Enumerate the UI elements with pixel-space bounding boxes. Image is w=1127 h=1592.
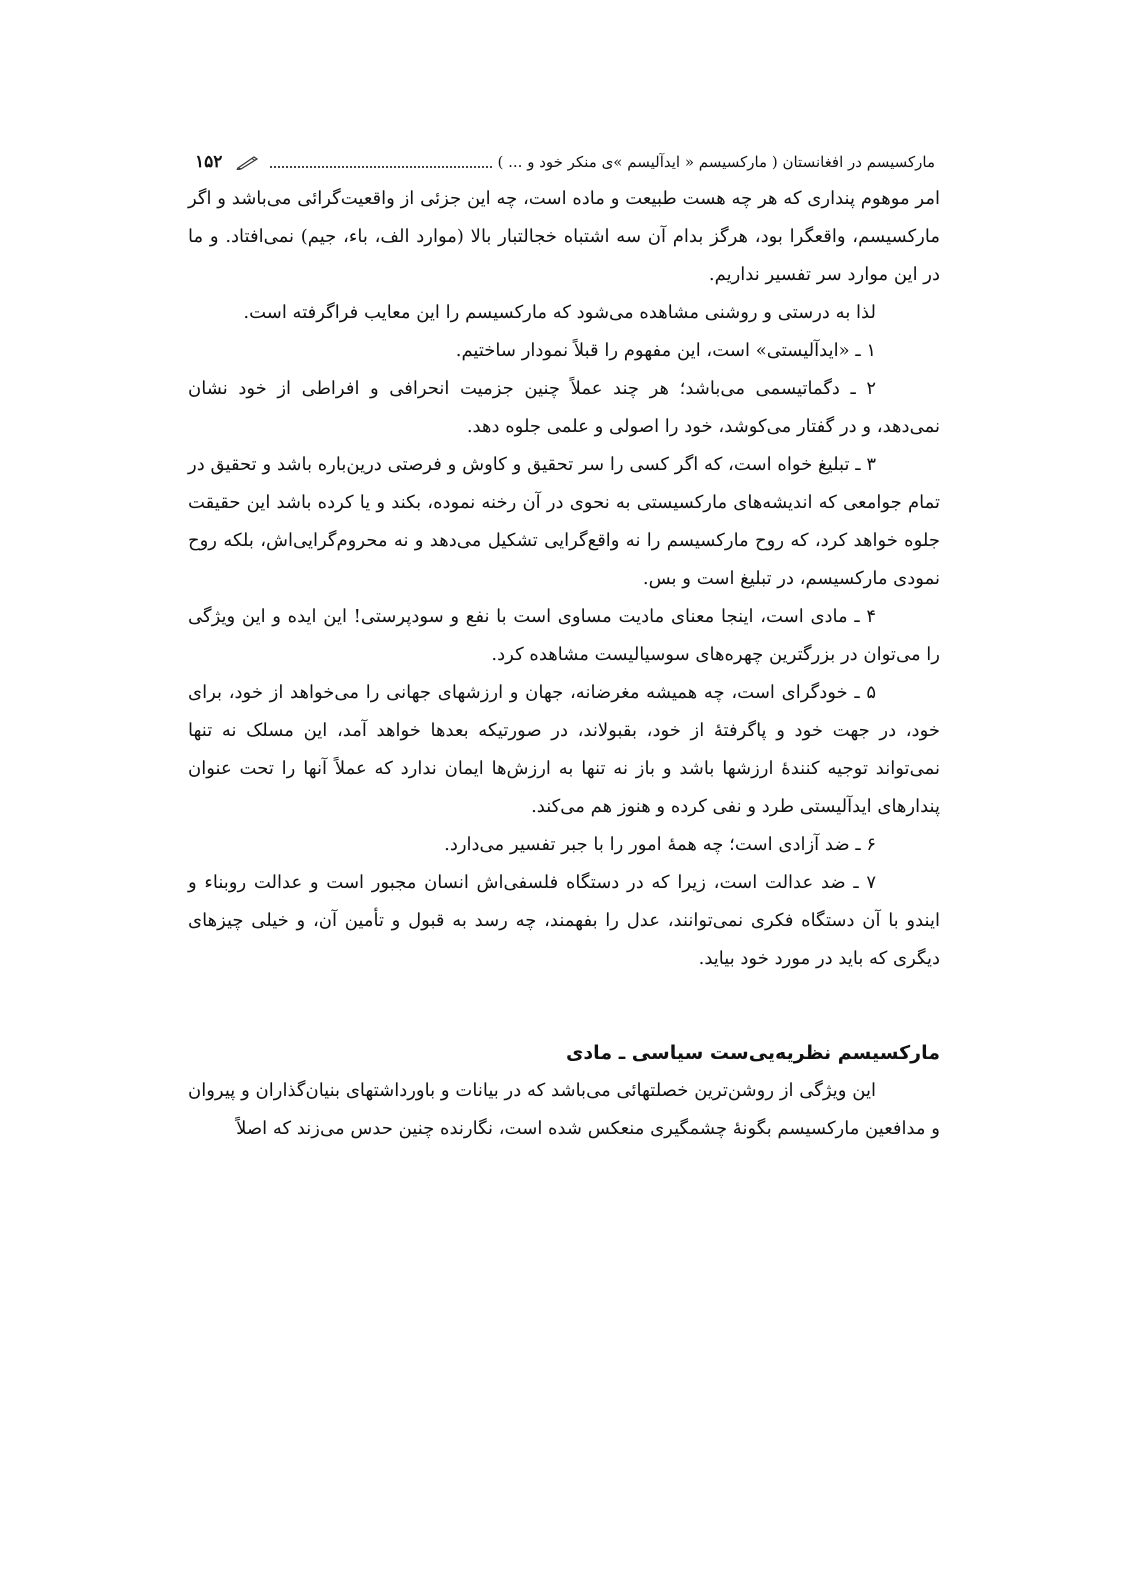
page-number: ۱۵۲ [195,152,223,172]
pen-icon [236,154,260,170]
paragraph: امر موهوم پنداری که هر چه هست طبیعت و ماده است، چه این جزئی از واقعیت‌گرائی می‌باشد و اگر مارکسیسم، واقعگرا بود، هرگز بدام آن سه اشتباه خجالتبار بالا (موارد الف، باء، جیم) نمی‌افتاد. و ما در این موارد سر تفسیر نداریم. [188,188,940,285]
list-item: ۱ ـ «ایدآلیستی» است، این مفهوم را قبلاً نمودار ساختیم. [455,340,876,361]
running-header [195,150,935,174]
list-item: ۳ ـ تبلیغ خواه است، که اگر کسی را سر تحقیق و کاوش و فرصتی درین‌باره باشد و تحقیق در تمام جوامعی که اندیشه‌های مارکسیستی به نحوی در آن رخنه نموده، بکند و یا کرده باشد این حقیقت جلوه خواهد کرد، که روح مارکسیسم را نه واقع‌گرایی تشکیل می‌دهد و نه محروم‌گرایی‌اش، بلکه روح نمودی مارکسیسم، در تبلیغ است و بس. [188,454,940,589]
list-item: ۷ ـ ضد عدالت است، زیرا که در دستگاه فلسفی‌اش انسان مجبور است و عدالت روبناء و ایندو با آن دستگاه فکری نمی‌توانند، عدل را بفهمند، چه رسد به قبول و تأمین آن، و خیلی چیزهای دیگری که باید در مورد خود بیاید. [188,872,940,969]
list-item: ۲ ـ دگماتیسمی می‌باشد؛ هر چند عملاً چنین جزمیت انحرافی و افراطی از خود نشان نمی‌دهد، و در گفتار می‌کوشد، خود را اصولی و علمی جلوه دهد. [188,378,940,437]
section-heading: مارکسیسم نظریه‌یی‌ست سیاسی ـ مادی [566,1042,940,1064]
list-item: ۴ ـ مادی است، اینجا معنای مادیت مساوی است با نفع و سودپرستی! این ایده و این ویژگی را می‌توان در بزرگترین چهره‌های سوسیالیست مشاهده کرد. [188,606,940,665]
paragraph: این ویژگی از روشن‌ترین خصلتهائی می‌باشد که در بیانات و باورداشتهای بنیان‌گذاران و پیروان و مدافعین مارکسیسم بگونهٔ چشمگیری منعکس شده است، نگارنده چنین حدس می‌زند که اصلاً [188,1080,940,1139]
header-dotted-leader [270,156,491,168]
running-title: مارکسیسم در افغانستان ( مارکسیسم « ایدآلیسم »ی منکر خود و ... ) [497,153,935,171]
body-text [188,180,940,1148]
paragraph: لذا به درستی و روشنی مشاهده می‌شود که مارکسیسم را این معایب فراگرفته است. [243,302,876,323]
list-item: ۵ ـ خودگرای است، چه همیشه مغرضانه، جهان و ارزشهای جهانی را می‌خواهد از خود، برای خود، در جهت خود و پاگرفتهٔ از خود، بقبولاند، در صورتیکه بعدها خواهد آمد، این مسلک نه تنها نمی‌تواند توجیه کنندهٔ ارزشها باشد و باز نه تنها به ارزش‌ها ایمان ندارد که عملاً آنها را تحت عنوان پندارهای ایدآلیستی طرد و نفی کرده و هنوز هم می‌کند. [188,682,940,817]
list-item: ۶ ـ ضد آزادی است؛ چه همهٔ امور را با جبر تفسیر می‌دارد. [444,834,876,855]
